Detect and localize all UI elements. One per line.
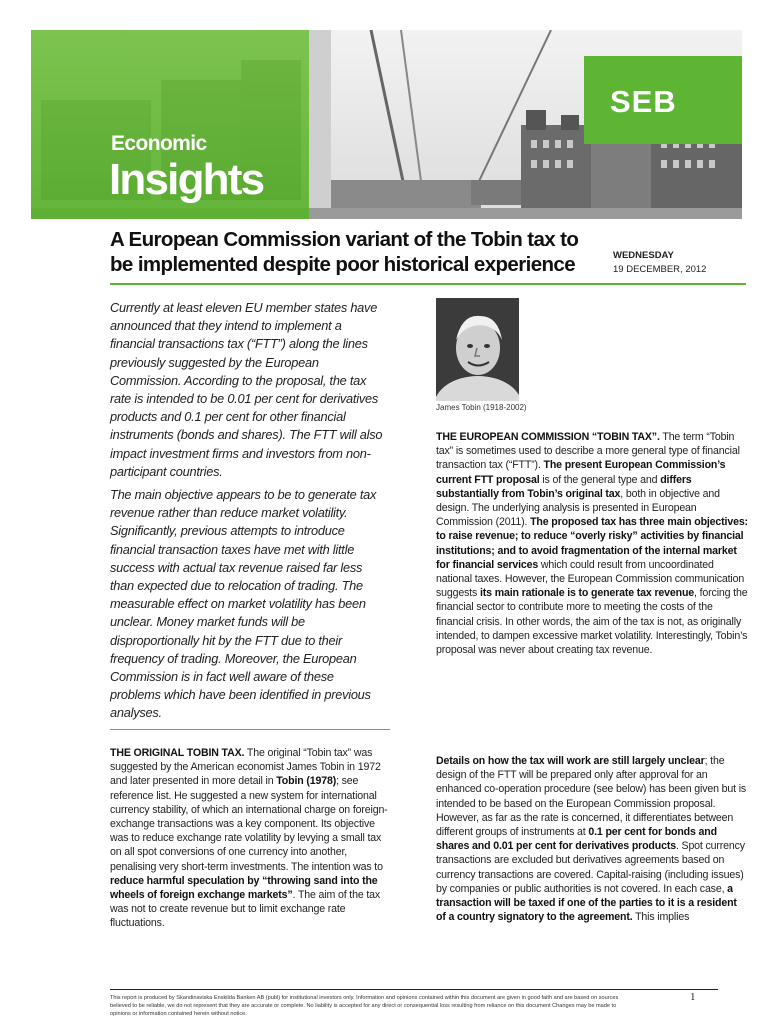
body-bold: its main rationale is to generate tax revenue xyxy=(480,587,695,600)
seb-logo xyxy=(584,56,742,144)
body-text: , forcing the financial sector to contribute more to meeting the costs of the financial crisis. In other words, the aim of the tax is not, as originally intended, to dampen excessive market volatility. Interestingly, Tobin’s proposal was never about creating tax revenue. xyxy=(436,587,748,657)
header-banner xyxy=(31,30,742,219)
footer-disclaimer: This report is produced by Skandinaviska Enskilda Banken AB (publ) for institutional investors only. Information and opinions contained within this document are given in good faith and are based on sources believed to be reliable, we do not represent that they are accurate or complete. No liability is accepted for any direct or consequential loss resulting from reliance on this document Changes may be made to opinions or information contained herein without notice. xyxy=(110,995,619,1017)
article-title xyxy=(110,227,590,277)
lead-divider xyxy=(110,729,390,730)
footer-divider xyxy=(110,989,718,990)
james-tobin-portrait xyxy=(436,298,519,401)
body-text: which could result from uncoordinated national taxes. However, the European Commission communication suggests xyxy=(436,558,745,600)
date-weekday: WEDNESDAY xyxy=(613,250,674,261)
body-bold: differs substantially from Tobin’s original tax xyxy=(436,473,692,500)
body-bold: reduce harmful speculation by “throwing sand into the wheels of foreign exchange markets” xyxy=(110,874,378,902)
section-heading: THE ORIGINAL TOBIN TAX. xyxy=(110,747,245,759)
section-details xyxy=(436,754,748,924)
series-label-small: Economic xyxy=(111,132,207,155)
lead-paragraph-1: Currently at least eleven EU member states have announced that they intend to implement a financial transactions tax (“FTT”) along the lines previously suggested by the European Commission. According to the proposal, the tax rate is intended to be 0.01 per cent for derivatives products and 0.1 per cent for other financial instruments (bonds and shares). The FTT will also impact investment firms and investors from non-participant countries. xyxy=(110,300,383,479)
body-bold: a transaction will be taxed if one of the parties to it is a resident of a country signatory to the agreement. xyxy=(436,882,737,924)
body-bold: The present European Commission’s current FTT proposal xyxy=(436,459,726,486)
lead-paragraph-2: The main objective appears to be to generate tax revenue rather than reduce market volatility. Significantly, previous attempts to introduce financial transaction taxes have met with little success with actual tax revenue raised far less than expected due to relocation of trading. The measurable effect on market volatility has been unclear. Money market funds will be disproportionally hit by the FTT due to their frequency of trading. Moreover, the European Commission is in fact well aware of these problems which have been identified in previous analyses. xyxy=(110,487,377,721)
body-bold: Details on how the tax will work are still largely unclear xyxy=(436,755,705,767)
section-heading: THE EUROPEAN COMMISSION “TOBIN TAX”. xyxy=(436,431,660,443)
title-divider xyxy=(110,283,746,285)
body-bold: 0.1 per cent for bonds and shares and 0.01 per cent for derivatives products xyxy=(436,826,717,853)
body-text: is of the general type and xyxy=(539,473,661,486)
body-text: The term “Tobin tax” is sometimes used to describe a more general type of financial transaction tax (“FTT”). xyxy=(436,431,740,472)
body-text: ; the design of the FTT will be prepared only after approval for an enhanced co-operation procedure (see below) has been given but is intended to be based on the European Commission proposal. However, as far as the rate is concerned, it differentiates between different groups of instruments at xyxy=(436,755,747,839)
body-text: This implies xyxy=(632,911,690,924)
page-number: 1 xyxy=(690,991,696,1003)
date-full: 19 DECEMBER, 2012 xyxy=(613,264,707,275)
body-text: ; see reference list. He suggested a new system for international currency stability, of which an international charge on foreign-exchange transactions was a key component. Its objective was to reduce exchange rate volatility by levying a small tax on all spot conversions of one currency into another, penalising very short-term investments. The intention was to xyxy=(110,775,388,873)
body-text: . Spot currency transactions are excluded but derivatives agreements based on currency transactions are covered. Capital-raising (including issues) by companies or public authorities is not covered. In each case, xyxy=(436,840,745,895)
logo-text: SEB xyxy=(610,84,677,119)
portrait-caption: James Tobin (1918-2002) xyxy=(436,403,527,412)
section-commission-tobin-tax xyxy=(436,430,748,657)
body-text: The original “Tobin tax” was suggested by the American economist James Tobin in 1972 and later presented in more detail in xyxy=(110,747,381,788)
body-text: . The aim of the tax was not to create revenue but to limit exchange rate fluctuations. xyxy=(110,889,381,930)
portrait-image xyxy=(436,298,519,401)
section-original-tobin-tax xyxy=(110,746,392,931)
body-text: , both in objective and design. The underlying analysis is presented in European Commission (2011). xyxy=(436,487,720,529)
series-label-big: Insights xyxy=(109,155,264,204)
body-bold: Tobin (1978) xyxy=(276,775,337,788)
body-bold: The proposed tax has three main objectives: to raise revenue; to reduce “overly risky” activities by financial institutions; and to avoid fragmentation of the internal market for financial services xyxy=(436,516,748,571)
title-line-1: A European Commission variant of the Tobin tax to xyxy=(110,228,579,251)
title-line-2: be implemented despite poor historical experience xyxy=(110,253,576,276)
